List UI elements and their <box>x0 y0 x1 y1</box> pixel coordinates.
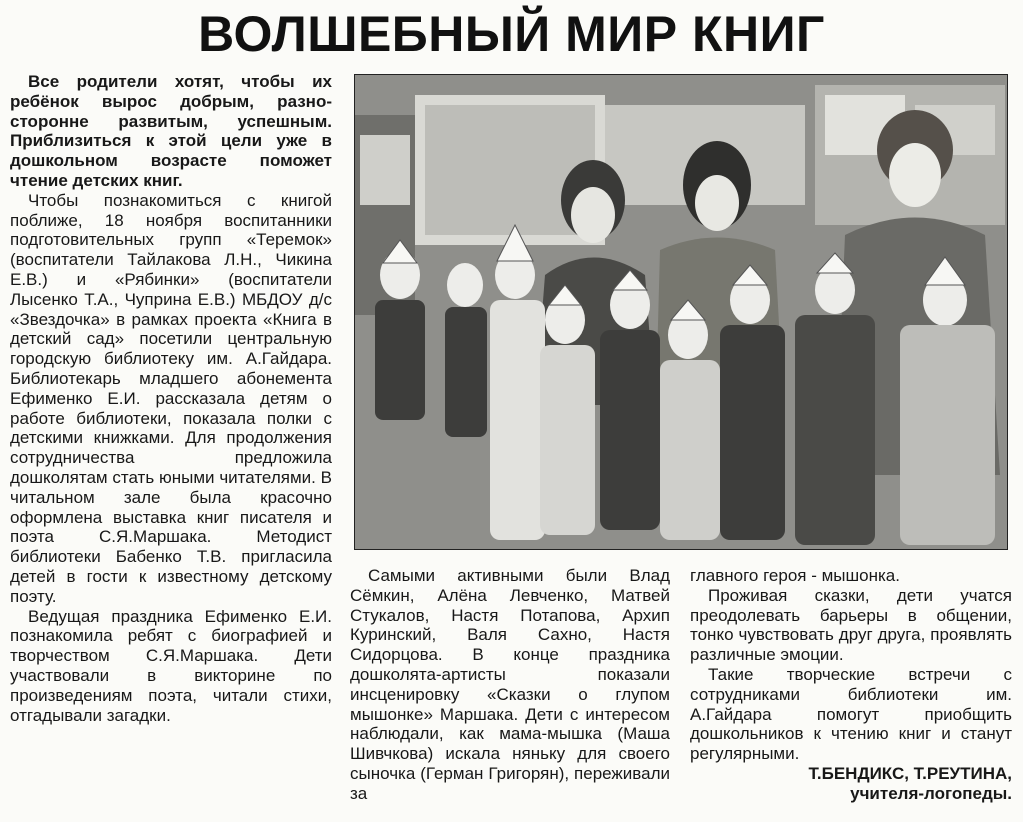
body-paragraph-1: Чтобы познакомиться с книгой поближе, 18 ноября воспитанники подготовительных групп «Теремок» (воспитатели Тайлакова Л.Н., Чикина Е.В.) и «Рябинки» (воспитатели Лысенко Т.А., Чуприна Е.В.) МБДОУ д/с «Звездочка» в рамках проекта «Книга в детский сад» посетили центральную городскую библиотеку им. А.Гайдара. Библиотекарь младшего абонемента Ефименко Е.И. рассказала детям о работе библиотеки, показала полки с детскими книжками. Для продолжения сотрудничества предложила дошколятам стать юными читателями. В читальном зале была красочно оформлена выставка книг писателя и поэта С.Я.Маршака. Методист библиотеки Бабенко Т.В. пригласила детей в гости к известному детскому поэту. <box>10 190 332 606</box>
authors-role: учителя-логопеды. <box>850 783 1012 803</box>
column-left <box>10 72 332 725</box>
body-paragraph-6: Такие творческие встречи с сотрудниками библиотеки им. А.Гайдара помогут приобщить дошкольников к чтению книг и станут регулярными. <box>690 664 1012 764</box>
body-paragraph-4: главного героя - мышонка. <box>690 566 900 585</box>
column-middle <box>350 566 670 804</box>
lead-paragraph: Все родители хотят, чтобы их ребёнок вырос добрым, разно-сторонне развитым, успешным. Приблизиться к этой цели уже в дошкольном возрасте поможет чтение детских книг. <box>10 72 332 190</box>
authors-signature: Т.БЕНДИКС, Т.РЕУТИНА, <box>808 763 1012 783</box>
article-title: ВОЛШЕБНЫЙ МИР КНИГ <box>198 6 825 62</box>
body-paragraph-3: Самыми активными были Влад Сёмкин, Алёна Левченко, Матвей Стукалов, Настя Потапова, Архип Куринский, Валя Сахно, Настя Сидорцова. В конце праздника дошколята-артисты показали инсценировку «Сказки о глупом мышонке» Маршака. Дети с интересом наблюдали, как мама-мышка (Маша Шивчкова) искала няньку для своего сыночка (Герман Григорян), переживали за <box>350 566 670 803</box>
body-paragraph-2: Ведущая праздника Ефименко Е.И. познакомила ребят с биографией и творчеством С.Я.Маршака. Дети участвовали в викторине по произведениям поэта, читали стихи, отгадывали загадки. <box>10 606 332 725</box>
column-right <box>690 566 1012 804</box>
body-paragraph-5: Проживая сказки, дети учатся преодолевать барьеры в общении, тонко чувствовать друг друга, проявлять различные эмоции. <box>690 585 1012 665</box>
group-photo <box>354 74 1008 550</box>
photo-illustration <box>355 75 1007 549</box>
